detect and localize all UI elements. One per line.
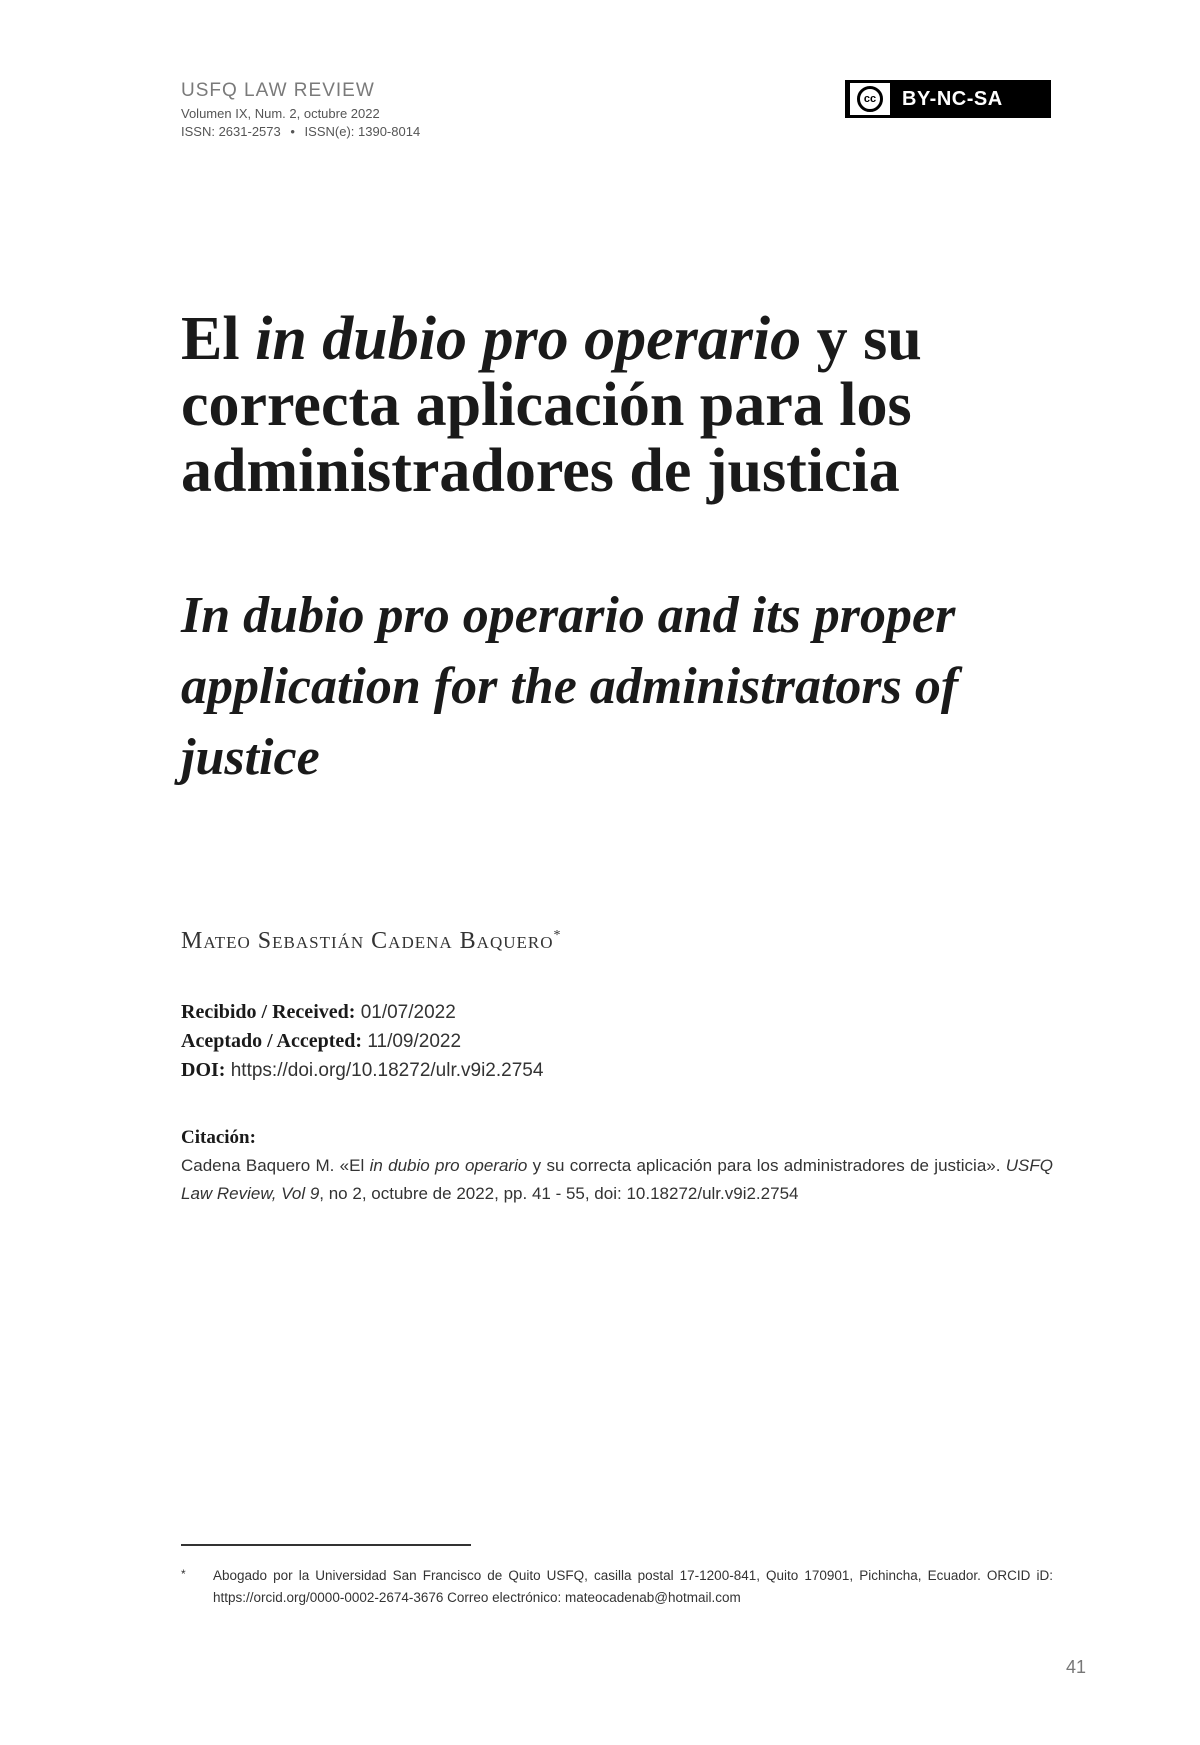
article-meta [181, 998, 543, 1085]
footnote-divider [181, 1544, 471, 1546]
citation-text-1: Cadena Baquero M. «El [181, 1156, 370, 1175]
citation-text [181, 1152, 1053, 1208]
doi-link[interactable]: https://doi.org/10.18272/ulr.v9i2.2754 [230, 1060, 544, 1081]
doi-label: DOI: [181, 1059, 226, 1081]
issn-print: ISSN: 2631-2573 [181, 124, 281, 140]
journal-header [181, 80, 420, 140]
footnote-mark: * [181, 1567, 186, 1581]
title-english: In dubio pro operario and its proper application for the administrators of justice [181, 587, 959, 786]
title-spanish-part2: y su correcta aplicación para los administradores de justicia [181, 305, 922, 505]
cc-icon [850, 83, 890, 115]
footnote-text: Abogado por la Universidad San Francisco de Quito USFQ, casilla postal 17-1200-841, Quito 170901, Pichincha, Ecuador. ORCID iD: https://orcid.org/0000-0002-2674-3676 Correo electrónico: mateocadenab@hotmail.com [213, 1568, 1053, 1605]
citation-text-2: y su correcta aplicación para los administradores de justicia». [527, 1156, 1006, 1175]
author [181, 928, 562, 955]
title-spanish-part1: El [181, 305, 256, 373]
accepted-row [181, 1027, 543, 1056]
citation-italic-1: in dubio pro operario [369, 1156, 528, 1175]
volume-line: Volumen IX, Num. 2, octubre 2022 [181, 105, 380, 121]
title-spanish [181, 306, 1081, 504]
issn-online: ISSN(e): 1390-8014 [304, 124, 421, 140]
received-value: 01/07/2022 [360, 1002, 456, 1023]
license-badge [845, 80, 1051, 118]
issn-line [181, 124, 420, 140]
cc-logo-text: cc [857, 86, 883, 112]
footnote [181, 1565, 1053, 1609]
received-label: Recibido / Received: [181, 1001, 356, 1023]
issn-separator: • [290, 124, 295, 140]
journal-name: USFQ LAW REVIEW [181, 80, 375, 101]
citation [181, 1124, 1053, 1208]
citation-text-3: , no 2, octubre de 2022, pp. 41 - 55, doi: 10.18272/ulr.v9i2.2754 [319, 1184, 799, 1203]
license-label: BY-NC-SA [902, 87, 1003, 110]
author-footnote-mark: * [553, 928, 562, 943]
author-name: Mateo Sebastián Cadena Baquero [181, 928, 554, 954]
received-row [181, 998, 543, 1027]
accepted-label: Aceptado / Accepted: [181, 1030, 363, 1052]
citation-label: Citación: [181, 1127, 256, 1148]
accepted-value: 11/09/2022 [367, 1031, 462, 1052]
citation-italic-2: USFQ Law Review, Vol 9 [181, 1156, 1054, 1203]
title-spanish-italic: in dubio pro operario [255, 305, 802, 373]
doi-row [181, 1056, 543, 1085]
page-number: 41 [1066, 1657, 1087, 1677]
